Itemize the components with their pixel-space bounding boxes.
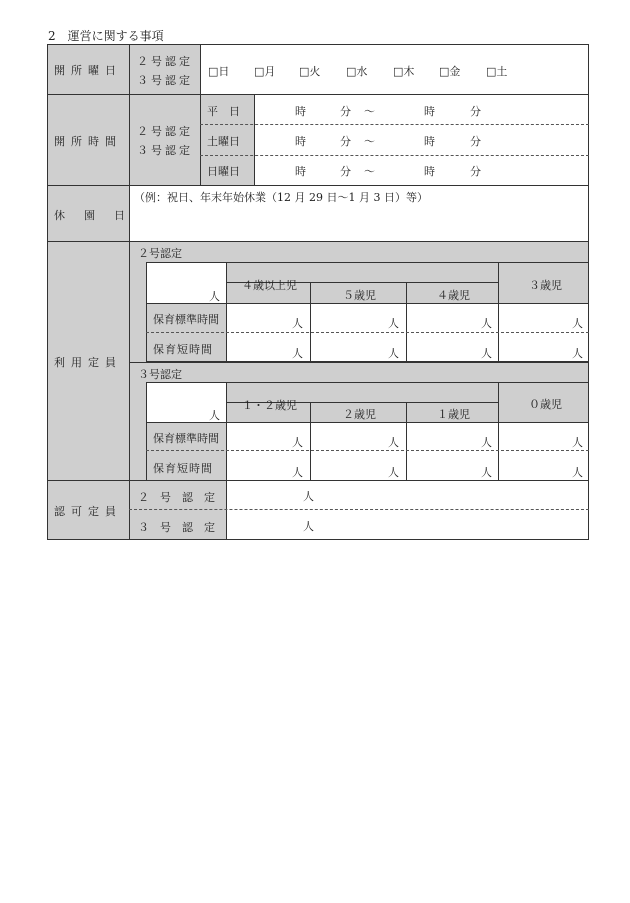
approved-nintei-cell — [129, 480, 227, 540]
capacity3-col-b: １歳児 — [437, 408, 470, 421]
divider — [406, 422, 407, 481]
capacity2-short-d[interactable]: 人 — [572, 347, 583, 360]
capacity3-col-b-cell — [406, 402, 499, 423]
capacity3-col-a-cell — [310, 402, 407, 423]
capacity3-col-a: ２歳児 — [343, 408, 376, 421]
capacity2-nin-cell[interactable] — [146, 262, 227, 304]
holiday-label: 休園日 — [54, 209, 144, 222]
hours-end-hour: 時 — [424, 105, 435, 118]
hours-start-min: 分 — [340, 105, 351, 118]
open-hours-nintei3: ３号認定 — [137, 144, 193, 157]
hours-tilde: 〜 — [364, 165, 375, 178]
divider — [200, 124, 589, 125]
capacity2-col-b-cell — [406, 282, 499, 304]
capacity3-std-c[interactable]: 人 — [481, 436, 492, 449]
capacity-block2-title: ２号認定 — [138, 247, 182, 260]
capacity3-short-a[interactable]: 人 — [292, 466, 303, 479]
capacity2-short-b[interactable]: 人 — [388, 347, 399, 360]
hours-tilde: 〜 — [364, 135, 375, 148]
capacity3-short-d[interactable]: 人 — [572, 466, 583, 479]
capacity3-row1: 保育標準時間 — [153, 432, 219, 445]
holiday-input-cell[interactable] — [129, 185, 589, 242]
hours-start-min: 分 — [340, 165, 351, 178]
divider — [129, 509, 589, 510]
open-hours-nintei2: ２号認定 — [137, 125, 193, 138]
capacity2-col-b: ４歳児 — [437, 289, 470, 302]
capacity2-std-b[interactable]: 人 — [388, 317, 399, 330]
approved-row3-label: ３ 号 認 定 — [138, 521, 215, 534]
hours-end-min: 分 — [470, 105, 481, 118]
capacity3-col-c: ０歳児 — [529, 398, 562, 411]
divider — [146, 450, 589, 451]
hours-end-hour: 時 — [424, 135, 435, 148]
capacity2-std-a[interactable]: 人 — [292, 317, 303, 330]
capacity3-std-d[interactable]: 人 — [572, 436, 583, 449]
approved-label: 認可定員 — [54, 505, 122, 518]
checkbox-tue[interactable]: □火 — [299, 65, 321, 78]
checkbox-wed[interactable]: □水 — [346, 65, 368, 78]
hours-end-hour: 時 — [424, 165, 435, 178]
approved-row2-unit[interactable]: 人 — [303, 490, 314, 503]
open-days-label: 開所曜日 — [54, 64, 122, 77]
open-days-nintei3: ３号認定 — [137, 74, 193, 87]
capacity2-short-c[interactable]: 人 — [481, 347, 492, 360]
hours-end-min: 分 — [470, 135, 481, 148]
capacity2-nin: 人 — [209, 290, 220, 303]
open-days-checkbox-cell — [200, 44, 589, 95]
capacity3-std-a[interactable]: 人 — [292, 436, 303, 449]
hours-day-sunday: 日曜日 — [207, 165, 240, 178]
section-heading: 2 運営に関する事項 — [48, 29, 164, 43]
capacity2-col-c: ３歳児 — [529, 279, 562, 292]
approved-label-cell — [47, 480, 130, 540]
capacity2-std-d[interactable]: 人 — [572, 317, 583, 330]
capacity3-short-c[interactable]: 人 — [481, 466, 492, 479]
open-days-label-cell — [47, 44, 130, 95]
capacity3-row2: 保育短時間 — [153, 462, 213, 475]
capacity-block3-title: ３号認定 — [138, 368, 182, 381]
capacity3-rowlabel-cell — [146, 422, 227, 481]
capacity3-group: １・２歳児 — [242, 399, 297, 412]
hours-start-hour: 時 — [295, 105, 306, 118]
hours-day-saturday: 土曜日 — [207, 135, 240, 148]
approved-value-cell — [226, 480, 589, 540]
divider — [146, 332, 589, 333]
holiday-label-cell — [47, 185, 144, 242]
capacity-label: 利用定員 — [54, 356, 122, 369]
hours-start-min: 分 — [340, 135, 351, 148]
checkbox-fri[interactable]: □金 — [439, 65, 461, 78]
checkbox-sat[interactable]: □土 — [486, 65, 508, 78]
capacity3-nin-cell[interactable] — [146, 382, 227, 423]
hours-tilde: 〜 — [364, 105, 375, 118]
capacity3-values — [226, 422, 589, 481]
hours-start-hour: 時 — [295, 135, 306, 148]
capacity3-col-c-cell — [498, 382, 589, 423]
divider — [310, 422, 311, 481]
approved-row2-label: ２ 号 認 定 — [138, 491, 215, 504]
approved-row3-unit[interactable]: 人 — [303, 520, 314, 533]
capacity3-std-b[interactable]: 人 — [388, 436, 399, 449]
open-hours-label: 開所時間 — [54, 135, 122, 148]
capacity2-row2: 保育短時間 — [153, 343, 213, 356]
divider — [200, 155, 589, 156]
capacity-label-cell — [47, 241, 130, 481]
holiday-example: （例：祝日、年末年始休業（12 月 29 日〜1 月 3 日）等） — [134, 191, 428, 204]
checkbox-sun[interactable]: □日 — [208, 65, 230, 78]
capacity2-col-a-cell — [310, 282, 407, 304]
divider — [129, 362, 589, 363]
open-hours-label-cell — [47, 94, 130, 186]
checkbox-mon[interactable]: □月 — [254, 65, 276, 78]
capacity3-short-b[interactable]: 人 — [388, 466, 399, 479]
hours-end-min: 分 — [470, 165, 481, 178]
capacity2-row1: 保育標準時間 — [153, 313, 219, 326]
open-days-nintei2: ２号認定 — [137, 55, 193, 68]
capacity2-col-c-cell — [498, 262, 589, 304]
open-hours-nintei-cell — [129, 94, 201, 186]
open-days-nintei-cell — [129, 44, 201, 95]
hours-day-weekday: 平 日 — [207, 105, 240, 118]
hours-start-hour: 時 — [295, 165, 306, 178]
capacity2-col-a: ５歳児 — [343, 289, 376, 302]
capacity2-short-a[interactable]: 人 — [292, 347, 303, 360]
capacity3-nin: 人 — [209, 409, 220, 422]
checkbox-thu[interactable]: □木 — [393, 65, 415, 78]
capacity2-std-c[interactable]: 人 — [481, 317, 492, 330]
divider — [498, 422, 499, 481]
capacity2-group: ４歳以上児 — [242, 279, 297, 292]
